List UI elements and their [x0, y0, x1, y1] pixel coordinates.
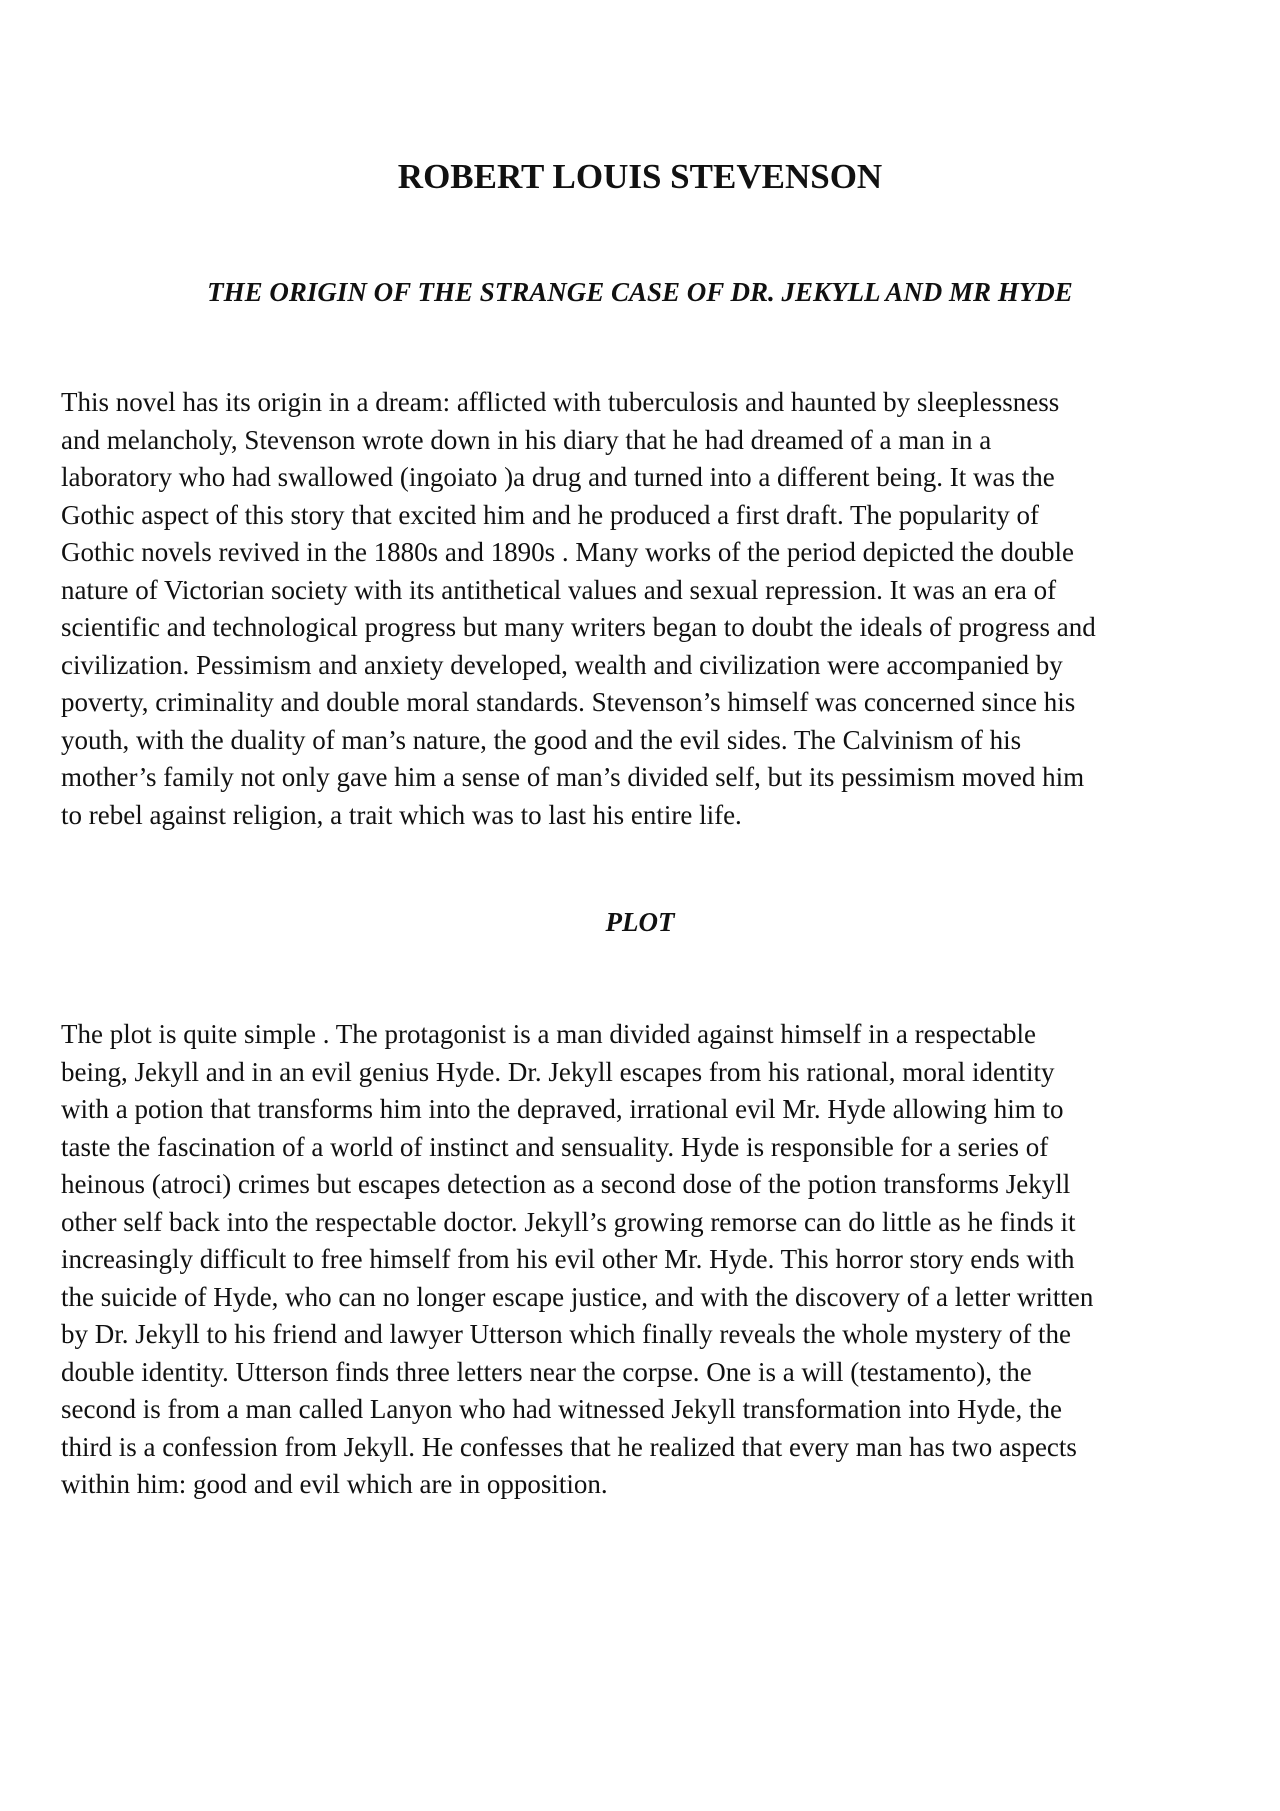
paragraph-line: laboratory who had swallowed (ingoiato )a drug and turned into a different being. It was the	[61, 462, 1055, 492]
paragraph-line: second is from a man called Lanyon who had witnessed Jekyll transformation into Hyde, the	[61, 1394, 1063, 1424]
paragraph-line: other self back into the respectable doctor. Jekyll’s growing remorse can do little as he finds it	[61, 1206, 1076, 1237]
paragraph-line: scientific and technological progress but many writers began to doubt the ideals of progress and	[61, 612, 1096, 642]
document-subtitle: THE ORIGIN OF THE STRANGE CASE OF DR. JEKYLL AND MR HYDE	[207, 277, 1073, 307]
paragraph-line: heinous (atroci) crimes but escapes detection as a second dose of the potion transforms Jekyll	[61, 1169, 1071, 1199]
paragraph-line: increasingly difficult to free himself from his evil other Mr. Hyde. This horror story ends with	[61, 1244, 1075, 1274]
paragraph-line: with a potion that transforms him into the depraved, irrational evil Mr. Hyde allowing him to	[61, 1094, 1064, 1124]
paragraph-line: mother’s family not only gave him a sense of man’s divided self, but its pessimism moved him	[61, 762, 1085, 792]
plot-paragraph	[61, 1016, 1231, 1504]
paragraph-line: to rebel against religion, a trait which was to last his entire life.	[61, 799, 742, 830]
paragraph-line: civilization. Pessimism and anxiety developed, wealth and civilization were accompanied by	[61, 649, 1063, 680]
paragraph-line: and melancholy, Stevenson wrote down in his diary that he had dreamed of a man in a	[61, 424, 992, 455]
paragraph-line: taste the fascination of a world of instinct and sensuality. Hyde is responsible for a series of	[61, 1131, 1049, 1162]
paragraph-line: third is a confession from Jekyll. He confesses that he realized that every man has two aspects	[61, 1431, 1077, 1462]
paragraph-line: poverty, criminality and double moral standards. Stevenson’s himself was concerned since his	[61, 687, 1076, 717]
paragraph-line: Gothic novels revived in the 1880s and 1890s . Many works of the period depicted the double	[61, 537, 1075, 567]
origin-paragraph	[61, 384, 1231, 834]
paragraph-line: within him: good and evil which are in opposition.	[61, 1469, 608, 1499]
paragraph-line: The plot is quite simple . The protagonist is a man divided against himself in a respectable	[61, 1019, 1037, 1049]
plot-heading: PLOT	[605, 907, 675, 937]
paragraph-line: by Dr. Jekyll to his friend and lawyer Utterson which finally reveals the whole mystery of the	[61, 1319, 1071, 1349]
paragraph-line: nature of Victorian society with its antithetical values and sexual repression. It was an era of	[61, 574, 1057, 605]
paragraph-line: double identity. Utterson finds three letters near the corpse. One is a will (testamento), the	[61, 1356, 1032, 1387]
paragraph-line: being, Jekyll and in an evil genius Hyde. Dr. Jekyll escapes from his rational, moral identity	[61, 1056, 1055, 1087]
document-title: ROBERT LOUIS STEVENSON	[397, 157, 883, 196]
paragraph-line: This novel has its origin in a dream: afflicted with tuberculosis and haunted by sleeplessness	[61, 387, 1060, 417]
paragraph-line: youth, with the duality of man’s nature, the good and the evil sides. The Calvinism of his	[61, 724, 1022, 755]
paragraph-line: the suicide of Hyde, who can no longer escape justice, and with the discovery of a letter written	[61, 1281, 1094, 1312]
paragraph-line: Gothic aspect of this story that excited him and he produced a first draft. The popularity of	[61, 499, 1039, 530]
